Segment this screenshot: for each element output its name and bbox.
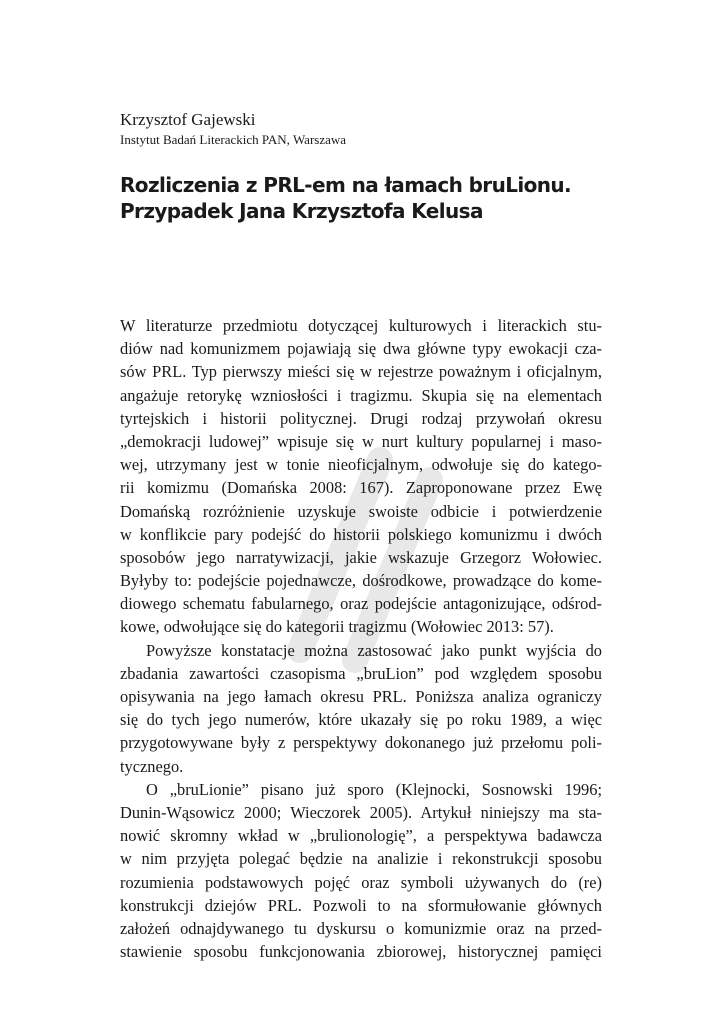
text-line: rozumienia podstawowych pojęć oraz symboli używanych do (re) bbox=[120, 872, 602, 892]
text-line: konstrukcji dziejów PRL. Pozwoli to na sformułowanie głównych bbox=[120, 895, 602, 915]
author-affiliation: Instytut Badań Literackich PAN, Warszawa bbox=[120, 132, 347, 147]
text-line: założeń odnajdywanego tu dyskursu o komunizmie oraz na przed- bbox=[120, 918, 602, 938]
text-line: W literaturze przedmiotu dotyczącej kulturowych i literackich stu- bbox=[120, 316, 602, 335]
paragraph-3 bbox=[120, 778, 602, 964]
paragraph-1 bbox=[120, 314, 602, 639]
article-title-line-2: Przypadek Jana Krzysztofa Kelusa bbox=[120, 199, 483, 223]
text-line: Domańską rozróżnienie uzyskuje swoiste odbicie i potwierdzenie bbox=[120, 501, 602, 521]
text-line: rii komizmu (Domańska 2008: 167). Zaproponowane przez Ewę bbox=[120, 478, 602, 498]
article-body bbox=[120, 314, 602, 963]
text-line: tycznego. bbox=[120, 756, 184, 776]
text-line: kowe, odwołujące się do kategorii tragizmu (Wołowiec 2013: 57). bbox=[120, 617, 554, 637]
text-line: w konflikcie pary podejść do historii polskiego komunizmu i dwóch bbox=[120, 524, 602, 544]
text-line: opisywania na jego łamach okresu PRL. Poniższa analiza ograniczy bbox=[120, 687, 602, 706]
text-line: tyrtejskich i historii politycznej. Drugi rodzaj przywołań okresu bbox=[120, 408, 602, 428]
text-line: „demokracji ludowej” wpisuje się w nurt kultury popularnej i maso- bbox=[120, 431, 602, 451]
text-line: angażuje retorykę wzniosłości i tragizmu. Skupia się na elementach bbox=[120, 385, 602, 405]
text-line: Powyższe konstatacje można zastosować jako punkt wyjścia do bbox=[146, 640, 602, 660]
text-line: wej, utrzymany jest w tonie nieoficjalnym, odwołuje się do katego- bbox=[120, 455, 602, 475]
text-line: sów PRL. Typ pierwszy mieści się w rejestrze poważnym i oficjalnym, bbox=[120, 362, 602, 382]
text-line: przygotowywane były z perspektywy dokonanego już przełomu poli- bbox=[120, 733, 602, 753]
text-line: Dunin-Wąsowicz 2000; Wieczorek 2005). Artykuł niniejszy ma sta- bbox=[120, 802, 602, 822]
paragraph-2 bbox=[120, 639, 602, 778]
author-name: Krzysztof Gajewski bbox=[120, 110, 256, 129]
article-title bbox=[120, 172, 610, 224]
text-line: w nim przyjęta polegać będzie na analizie i rekonstrukcji sposobu bbox=[120, 849, 602, 869]
text-line: się do tych jego numerów, które ukazały się po roku 1989, a więc bbox=[120, 710, 602, 730]
text-line: O „bruLionie” pisano już sporo (Klejnocki, Sosnowski 1996; bbox=[146, 779, 602, 799]
article-title-line-1: Rozliczenia z PRL-em na łamach bruLionu. bbox=[120, 173, 572, 197]
text-line: diów nad komunizmem pojawiają się dwa główne typy ewokacji cza- bbox=[120, 339, 602, 359]
text-line: zbadania zawartości czasopisma „bruLion” pod względem sposobu bbox=[120, 663, 602, 683]
text-line: Byłyby to: podejście pojednawcze, dośrodkowe, prowadzące do kome- bbox=[120, 571, 602, 591]
text-line: sposobów jego narratywizacji, jakie wskazuje Grzegorz Wołowiec. bbox=[120, 547, 602, 567]
text-line: nowić skromny wkład w „brulionologię”, a perspektywa badawcza bbox=[120, 826, 602, 846]
text-line: diowego schematu fabularnego, oraz podejście antagonizujące, odśrod- bbox=[120, 594, 602, 614]
text-line: stawienie sposobu funkcjonowania zbiorowej, historycznej pamięci bbox=[120, 942, 602, 962]
